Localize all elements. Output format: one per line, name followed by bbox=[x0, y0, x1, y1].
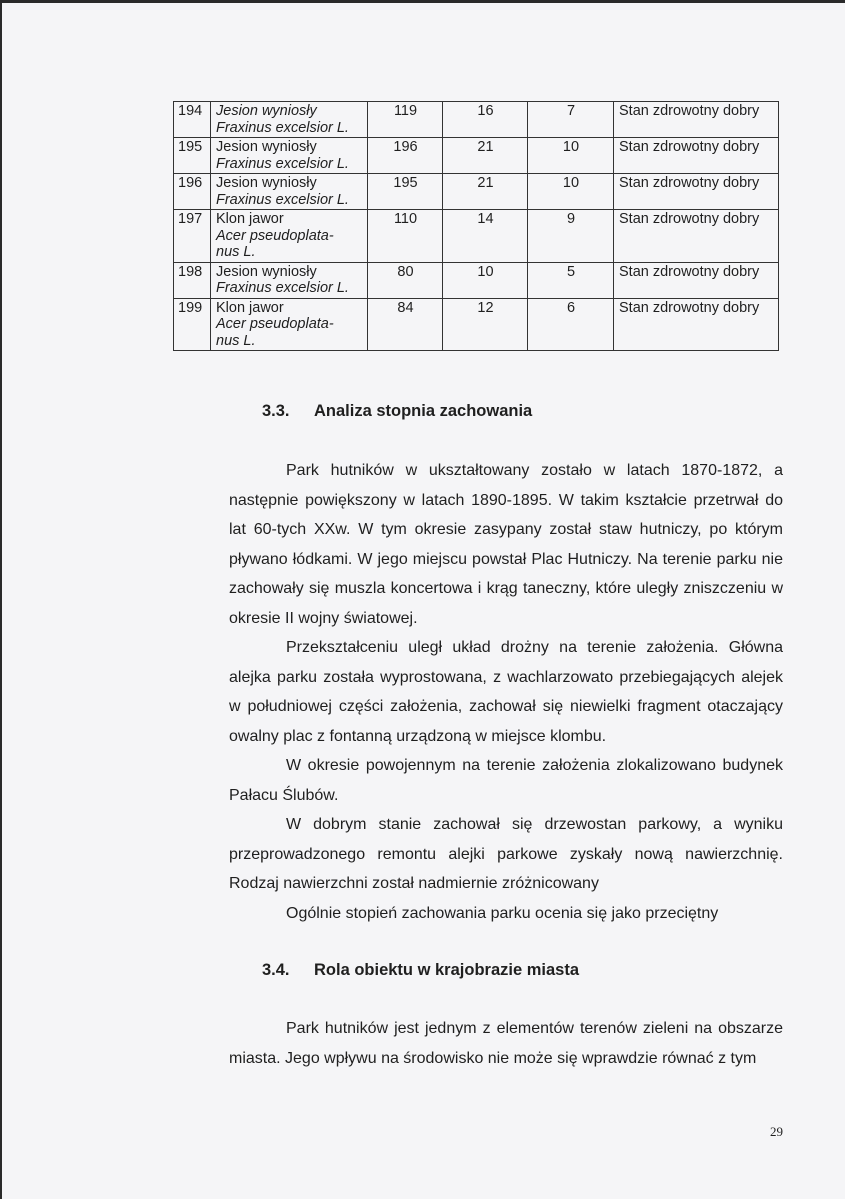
section-body-3-3 bbox=[229, 456, 783, 928]
paragraph: W okresie powojennym na terenie założenia zlokalizowano budynek Pałacu Ślubów. bbox=[229, 757, 783, 804]
paragraph: Park hutników w ukształtowany zostało w latach 1870-1872, a następnie powiększony w latach 1890-1895. W takim kształcie przetrwał do lat 60-tych XXw. W tym okresie zasypany został staw hutniczy, po którym pływano łódkami. W jego miejscu powstał Plac Hutniczy. Na terenie parku nie zachowały się muszla koncertowa i krąg taneczny, które uległy zniszczeniu w okresie II wojny światowej. bbox=[229, 462, 783, 627]
health-status: Stan zdrowotny dobry bbox=[614, 174, 779, 210]
measure-1: 195 bbox=[368, 174, 443, 210]
tree-number: 194 bbox=[174, 102, 211, 138]
measure-2: 16 bbox=[443, 102, 528, 138]
tree-number: 195 bbox=[174, 138, 211, 174]
measure-3: 6 bbox=[528, 298, 614, 351]
paragraph: Ogólnie stopień zachowania parku ocenia się jako przeciętny bbox=[286, 904, 719, 922]
species-common-name: Jesion wyniosły bbox=[216, 103, 317, 119]
table-row bbox=[174, 298, 779, 351]
scan-top-edge bbox=[0, 0, 845, 3]
section-heading-3-4 bbox=[262, 961, 579, 980]
table-row bbox=[174, 138, 779, 174]
measure-2: 21 bbox=[443, 138, 528, 174]
table-row bbox=[174, 174, 779, 210]
measure-3: 9 bbox=[528, 210, 614, 263]
measure-2: 12 bbox=[443, 298, 528, 351]
species-latin-name: Fraxinus excelsior L. bbox=[216, 155, 349, 172]
measure-3: 7 bbox=[528, 102, 614, 138]
section-heading-3-3 bbox=[262, 402, 532, 421]
species-cell bbox=[211, 174, 368, 210]
paragraph: Park hutników jest jednym z elementów terenów zieleni na obszarze miasta. Jego wpływu na środowisko nie może się wprawdzie równać z tym bbox=[229, 1020, 783, 1067]
section-title: Rola obiektu w krajobrazie miasta bbox=[314, 961, 579, 979]
paragraph: W dobrym stanie zachował się drzewostan parkowy, a wyniku przeprowadzonego remontu alejki parkowe zyskały nową nawierzchnię. Rodzaj nawierzchni został nadmiernie zróżnicowany bbox=[229, 816, 783, 892]
measure-3: 10 bbox=[528, 138, 614, 174]
measure-3: 5 bbox=[528, 262, 614, 298]
species-latin-name: Acer pseudoplata- bbox=[216, 227, 334, 244]
species-common-name: Jesion wyniosły bbox=[216, 175, 317, 191]
tree-number: 196 bbox=[174, 174, 211, 210]
species-latin-name: Fraxinus excelsior L. bbox=[216, 191, 349, 208]
page-number: 29 bbox=[770, 1124, 783, 1139]
species-latin-name-cont: nus L. bbox=[216, 332, 256, 349]
measure-3: 10 bbox=[528, 174, 614, 210]
species-latin-name-cont: nus L. bbox=[216, 244, 256, 260]
table-body bbox=[174, 102, 779, 351]
section-body-3-4 bbox=[229, 1014, 783, 1073]
section-number: 3.3. bbox=[262, 402, 290, 420]
measure-2: 14 bbox=[443, 210, 528, 263]
section-number: 3.4. bbox=[262, 961, 290, 979]
scan-left-edge bbox=[0, 0, 2, 1199]
table-row bbox=[174, 102, 779, 138]
health-status: Stan zdrowotny dobry bbox=[614, 210, 779, 263]
measure-1: 84 bbox=[368, 298, 443, 351]
paragraph: Przekształceniu uległ układ drożny na terenie założenia. Główna alejka parku została wyprostowana, z wachlarzowato przebiegających alejek w południowej części założenia, zachował się niewielki fragment otaczający owalny plac z fontanną urządzoną w miejsce klombu. bbox=[229, 639, 783, 745]
species-cell bbox=[211, 262, 368, 298]
species-common-name: Jesion wyniosły bbox=[216, 263, 317, 280]
table-row bbox=[174, 210, 779, 263]
species-cell bbox=[211, 102, 368, 138]
species-common-name: Klon jawor bbox=[216, 211, 284, 227]
table-row bbox=[174, 262, 779, 298]
species-cell bbox=[211, 298, 368, 351]
species-latin-name: Acer pseudoplata- bbox=[216, 316, 334, 332]
measure-1: 196 bbox=[368, 138, 443, 174]
species-common-name: Jesion wyniosły bbox=[216, 139, 317, 155]
measure-2: 10 bbox=[443, 262, 528, 298]
tree-number: 197 bbox=[174, 210, 211, 263]
tree-number: 199 bbox=[174, 298, 211, 351]
health-status: Stan zdrowotny dobry bbox=[614, 138, 779, 174]
species-latin-name: Fraxinus excelsior L. bbox=[216, 119, 349, 136]
health-status: Stan zdrowotny dobry bbox=[614, 102, 779, 138]
measure-2: 21 bbox=[443, 174, 528, 210]
species-common-name: Klon jawor bbox=[216, 299, 284, 316]
health-status: Stan zdrowotny dobry bbox=[614, 298, 779, 351]
measure-1: 110 bbox=[368, 210, 443, 263]
species-cell bbox=[211, 210, 368, 263]
section-title: Analiza stopnia zachowania bbox=[314, 402, 533, 420]
species-latin-name: Fraxinus excelsior L. bbox=[216, 280, 349, 296]
tree-inventory-table bbox=[173, 101, 779, 351]
measure-1: 119 bbox=[368, 102, 443, 138]
health-status: Stan zdrowotny dobry bbox=[614, 262, 779, 298]
tree-number: 198 bbox=[174, 262, 211, 298]
measure-1: 80 bbox=[368, 262, 443, 298]
species-cell bbox=[211, 138, 368, 174]
